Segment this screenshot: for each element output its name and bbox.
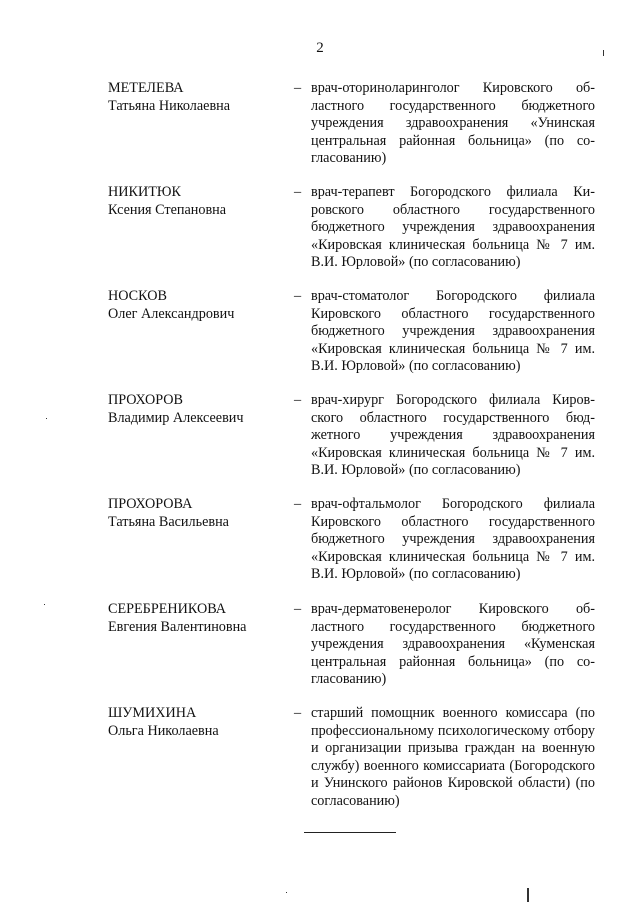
person-surname: ШУМИХИНА (108, 705, 197, 721)
person-surname: СЕРЕБРЕНИКОВА (108, 601, 227, 617)
person-given-name: Ольга Николаевна (108, 722, 219, 739)
person-name (108, 601, 288, 636)
position-description: врач-терапевт Богородского филиала Кировского областного государственного бюджетного учреждения здравоохранения «Кировская клиническая больница № 7 им. В.И. Юрловой» (по согласованию) (311, 184, 595, 271)
scan-mark (46, 418, 47, 419)
person-name (108, 496, 288, 531)
position-description: врач-стоматолог Богородского филиала Кировского областного государственного бюджетного учреждения здравоохранения «Кировская клиническая больница № 7 им. В.И. Юрловой» (по согласованию) (311, 288, 595, 375)
position-description: врач-оториноларинголог Кировского областного государственного бюджетного учреждения здравоохранения «Унинская центральная районная больница» (по согласованию) (311, 80, 595, 167)
person-given-name: Олег Александрович (108, 305, 235, 322)
person-given-name: Татьяна Васильевна (108, 513, 229, 530)
dash-separator: – (294, 496, 302, 512)
person-surname: ПРОХОРОВА (108, 496, 193, 512)
person-given-name: Ксения Степановна (108, 201, 227, 218)
person-given-name: Евгения Валентиновна (108, 618, 247, 635)
person-surname: ПРОХОРОВ (108, 392, 183, 408)
scan-mark (527, 888, 529, 902)
dash-separator: – (294, 80, 302, 96)
person-surname: МЕТЕЛЕВА (108, 80, 184, 96)
person-name (108, 288, 288, 323)
position-description: врач-офтальмолог Богородского филиала Кировского областного государственного бюджетного учреждения здравоохранения «Кировская клиническая больница № 7 им. В.И. Юрловой» (по согласованию) (311, 496, 595, 583)
person-given-name: Татьяна Николаевна (108, 97, 231, 114)
dash-separator: – (294, 288, 302, 304)
dash-separator: – (294, 705, 302, 721)
dash-separator: – (294, 184, 302, 200)
dash-separator: – (294, 392, 302, 408)
position-description: врач-хирург Богородского филиала Кировского областного государственного бюджетного учреждения здравоохранения «Кировская клиническая больница № 7 им. В.И. Юрловой» (по согласованию) (311, 392, 595, 479)
person-name (108, 705, 288, 740)
scan-mark (44, 604, 45, 605)
scan-mark (286, 892, 287, 893)
page-number: 2 (316, 40, 324, 56)
person-surname: НИКИТЮК (108, 184, 181, 200)
dash-separator: – (294, 601, 302, 617)
closing-rule (304, 832, 396, 833)
person-given-name: Владимир Алексеевич (108, 409, 244, 426)
scan-mark (603, 50, 604, 56)
person-name (108, 80, 288, 115)
position-description: старший помощник военного комиссара (по профессиональному психологическому отбору и организации призыва граждан на военную службу) военного комиссариата (Богородского и Унинского районов Кировской области) (по согласованию) (311, 705, 595, 809)
position-description: врач-дерматовенеролог Кировского областного государственного бюджетного учреждения здравоохранения «Куменская центральная районная больница» (по согласованию) (311, 601, 595, 688)
person-surname: НОСКОВ (108, 288, 167, 304)
person-name (108, 392, 288, 427)
person-name (108, 184, 288, 219)
